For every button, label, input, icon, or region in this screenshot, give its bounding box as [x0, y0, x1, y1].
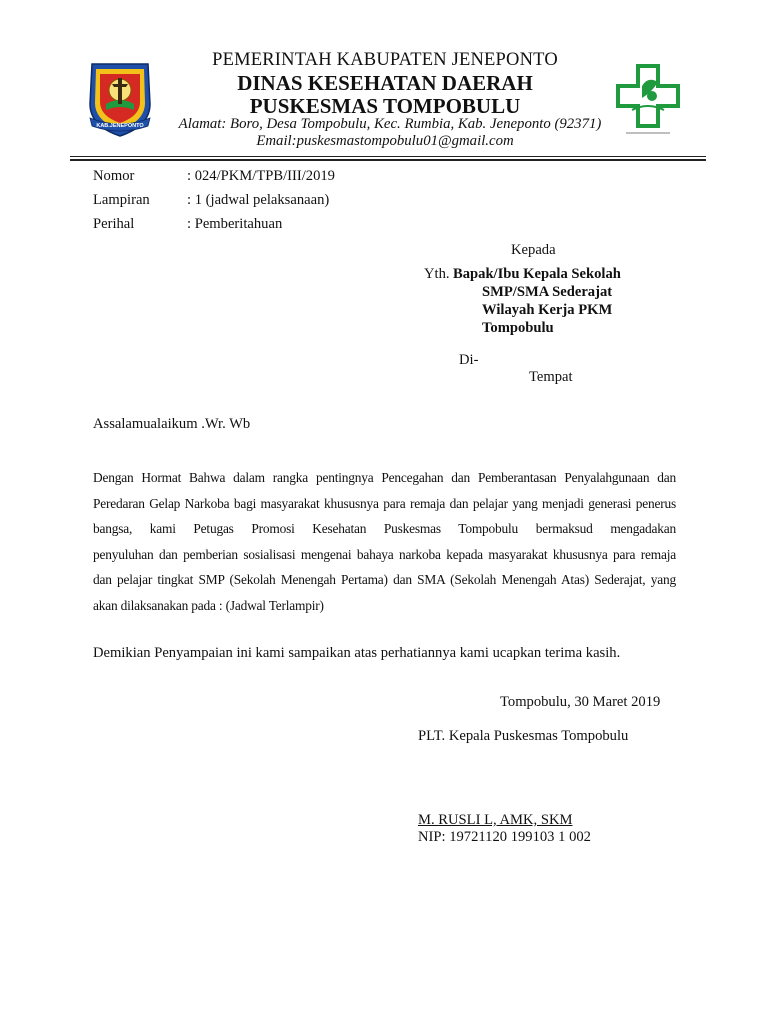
recipient-line-3: Wilayah Kerja PKM: [482, 302, 613, 318]
letterhead-address: Alamat: Boro, Desa Tompobulu, Kec. Rumbia, Kab. Jeneponto (92371): [178, 116, 602, 132]
recipient-yth: Yth.: [424, 266, 450, 282]
recipient-tempat: Tempat: [529, 369, 573, 385]
signer-position: PLT. Kepala Puskesmas Tompobulu: [418, 728, 629, 744]
letterhead-government: PEMERINTAH KABUPATEN JENEPONTO: [212, 50, 558, 70]
lampiran-value: : 1 (jadwal pelaksanaan): [187, 192, 330, 208]
jeneponto-regency-emblem-icon: [82, 60, 158, 138]
salutation: Assalamualaikum .Wr. Wb: [93, 416, 251, 432]
letterhead-divider: [70, 156, 706, 157]
body-line: Peredaran Gelap Narkoba bagi masyarakat khususnya para remaja dan pelajar yang menjadi generasi penerus: [93, 495, 676, 511]
letterhead-divider-thick: [70, 159, 706, 161]
closing-sentence: Demikian Penyampaian ini kami sampaikan atas perhatiannya kami ucapkan terima kasih.: [93, 645, 621, 661]
place-date: Tompobulu, 30 Maret 2019: [500, 694, 661, 710]
body-line: dan pelajar tingkat SMP (Sekolah Menengah Pertama) dan SMA (Sekolah Menengah Atas) Sederajat, yang: [93, 572, 676, 587]
body-line: Dengan Hormat Bahwa dalam rangka pentingnya Pencegahan dan Pemberantasan Penyalahgunaan dan: [93, 470, 676, 485]
recipient-line-1: Bapak/Ibu Kepala Sekolah: [453, 266, 621, 282]
letterhead-institution: PUSKESMAS TOMPOBULU: [249, 94, 521, 118]
nomor-label: Nomor: [93, 168, 135, 184]
signer-nip: NIP: 19721120 199103 1 002: [418, 829, 591, 845]
recipient-line-2: SMP/SMA Sederajat: [482, 284, 613, 300]
body-paragraph: [93, 465, 676, 618]
emblem-caption: KAB.JENEPONTO: [96, 123, 144, 129]
body-line: penyuluhan dan pemberian sosialisasi mengenai bahaya narkoba kepada masyarakat khususnya para remaja: [93, 546, 676, 562]
lampiran-label: Lampiran: [93, 192, 150, 208]
recipient-line-4: Tompobulu: [482, 320, 554, 336]
nomor-value: : 024/PKM/TPB/III/2019: [187, 168, 335, 184]
perihal-label: Perihal: [93, 216, 135, 232]
letterhead-email: Email:puskesmastompobulu01@gmail.com: [256, 133, 514, 149]
perihal-value: : Pemberitahuan: [187, 216, 283, 232]
signer-name: M. RUSLI L, AMK, SKM: [418, 812, 573, 828]
recipient-kepada: Kepada: [511, 242, 556, 258]
body-line: akan dilaksanakan pada : (Jadwal Terlampir): [93, 597, 324, 613]
recipient-di: Di-: [459, 352, 479, 368]
letterhead-department: DINAS KESEHATAN DAERAH: [237, 71, 533, 95]
body-line: bangsa, kami Petugas Promosi Kesehatan Puskesmas Tompobulu bermaksud mengadakan: [93, 521, 676, 536]
